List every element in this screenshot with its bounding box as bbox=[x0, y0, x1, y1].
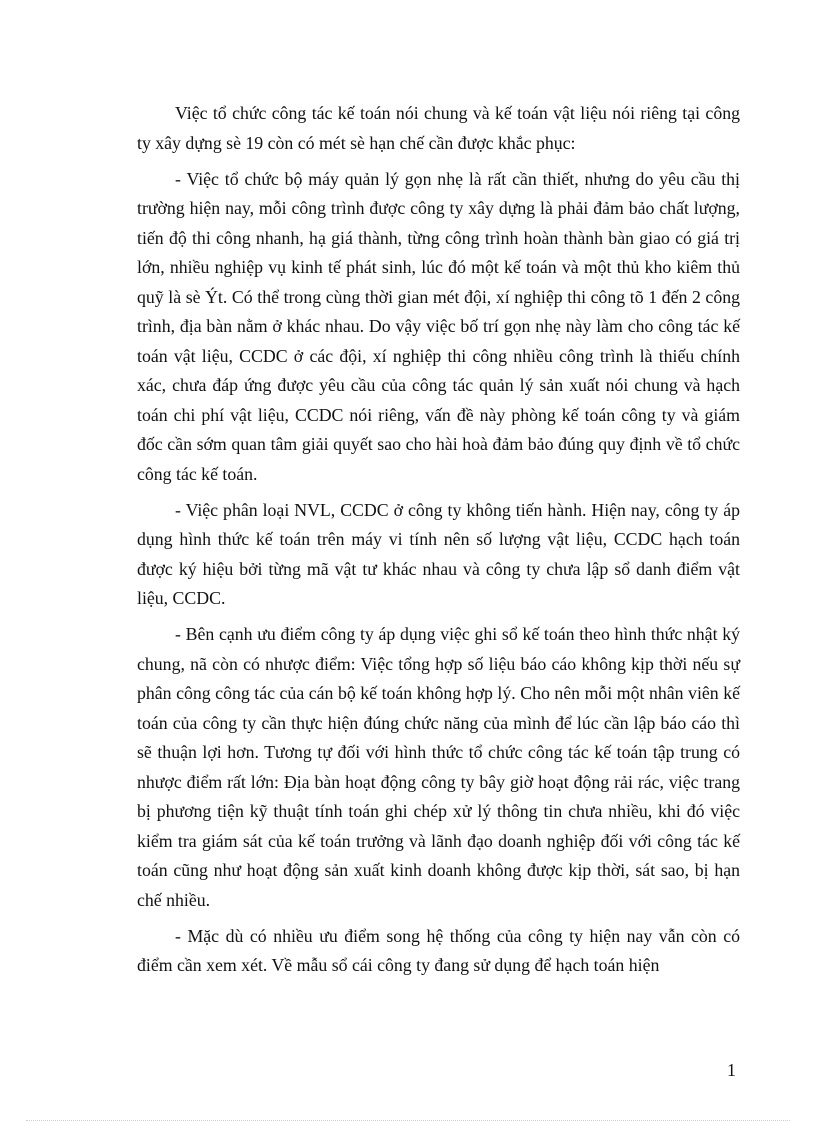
body-text bbox=[137, 99, 740, 987]
paragraph-classification: - Việc phân loại NVL, CCDC ở công ty không tiến hành. Hiện nay, công ty áp dụng hình thức kế toán trên máy vi tính nên số lượng vật liệu, CCDC hạch toán được ký hiệu bởi từng mã vật tư khác nhau và công ty chưa lập sổ danh điểm vật liệu, CCDC. bbox=[137, 499, 740, 608]
paragraph-intro: Việc tổ chức công tác kế toán nói chung và kế toán vật liệu nói riêng tại công ty xây dựng sè 19 còn có mét sè hạn chế cần được khắc phục: bbox=[137, 103, 740, 153]
footer-divider bbox=[26, 1120, 790, 1121]
page-number: 1 bbox=[727, 1060, 736, 1080]
paragraph-journal: - Bên cạnh ưu điểm công ty áp dụng việc ghi sổ kế toán theo hình thức nhật ký chung, nã còn có nhược điểm: Việc tổng hợp số liệu báo cáo không kịp thời nếu sự phân công công tác của cán bộ kế toán không hợp lý. Cho nên mỗi một nhân viên kế toán của công ty cần thực hiện đúng chức năng của mình để lúc cần lập báo cáo thì sẽ thuận lợi hơn. Tương tự đối với hình thức tổ chức công tác kế toán tập trung có nhược điểm rất lớn: Địa bàn hoạt động công ty bây giờ hoạt động rải rác, việc trang bị phương tiện kỹ thuật tính toán ghi chép xử lý thông tin chưa nhiều, khi đó việc kiểm tra giám sát của kế toán trưởng và lãnh đạo doanh nghiệp đối với công tác kế toán cũng như hoạt động sản xuất kinh doanh không được kịp thời, sát sao, bị hạn chế nhiều. bbox=[137, 624, 740, 910]
paragraph-ledger: - Mặc dù có nhiều ưu điểm song hệ thống của công ty hiện nay vẫn còn có điểm cần xem xét. Về mẫu sổ cái công ty đang sử dụng để hạch toán hiện bbox=[137, 925, 740, 975]
paragraph-staffing: - Việc tổ chức bộ máy quản lý gọn nhẹ là rất cần thiết, nhưng do yêu cầu thị trường hiện nay, mỗi công trình được công ty xây dựng là phải đảm bảo chất lượng, tiến độ thi công nhanh, hạ giá thành, từng công trình hoàn thành bàn giao có giá trị lớn, nhiều nghiệp vụ kinh tế phát sinh, lúc đó một kế toán và một thủ kho kiêm thủ quỹ là sè Ýt. Có thể trong cùng thời gian mét đội, xí nghiệp thi công tõ 1 đến 2 công trình, địa bàn nằm ở khác nhau. Do vậy việc bố trí gọn nhẹ này làm cho công tác kế toán vật liệu, CCDC ở các đội, xí nghiệp thi công nhiều công trình là thiếu chính xác, chưa đáp ứng được yêu cầu của công tác quản lý sản xuất nói chung và hạch toán chi phí vật liệu, CCDC nói riêng, vấn đề này phòng kế toán công ty và giám đốc cần sớm quan tâm giải quyết sao cho hài hoà đảm bảo đúng quy định về tổ chức công tác kế toán. bbox=[137, 168, 740, 484]
